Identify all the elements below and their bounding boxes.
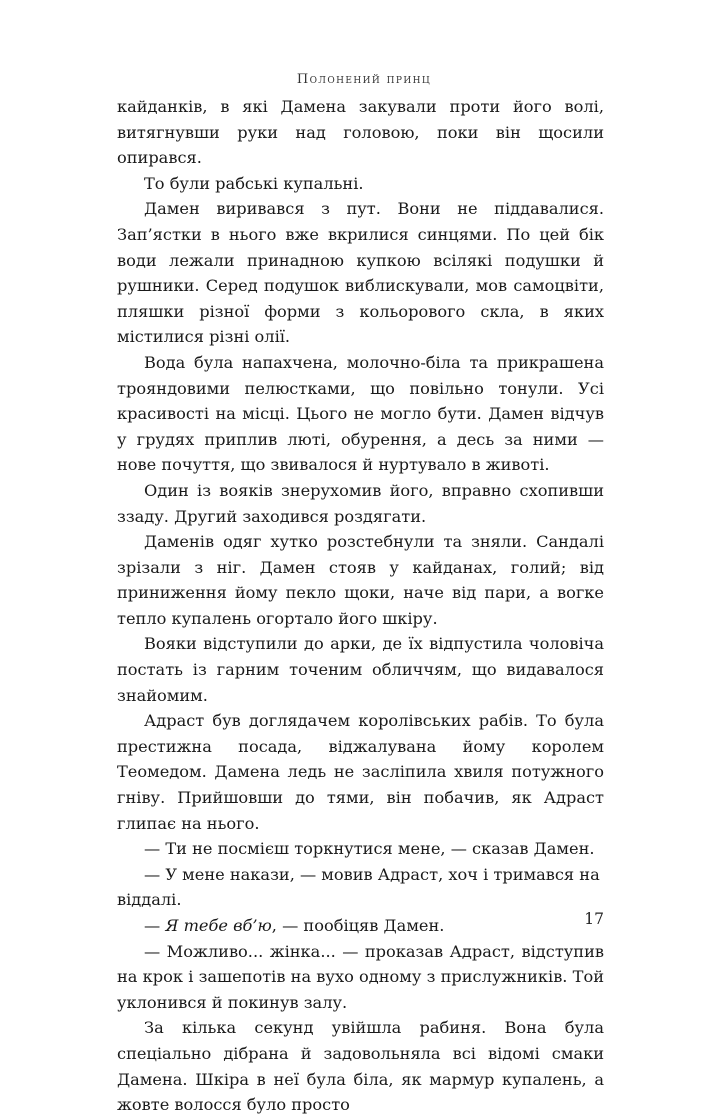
paragraph: Один із вояків знерухомив його, вправно схопивши ззаду. Другий заходився роздягати. [117,480,604,526]
paragraph: Вояки відступили до арки, де їх відпустила чоловіча постать із гарним точеним обличчям, що видавалося знайомим. [117,634,604,705]
emphasized-phrase: Я тебе вб’ю [165,916,272,935]
paragraph: кайданків, в які Дамена закували проти його волі, витягнувши руки над головою, поки він щосили опирався. [117,97,604,168]
paragraph: То були рабські купальні. [144,173,364,193]
paragraph: Адраст був доглядачем королівських рабів. То була престижна посада, віджалувана йому королем Теомедом. Дамена ледь не засліпила хвиля потужного гніву. Прийшовши до тями, він побачив, як Адраст глипає на нього. [117,711,604,833]
running-head: Полонений принц [296,72,432,87]
paragraph: Дамен виривався з пут. Вони не піддавалися. Зап’ястки в нього вже вкрилися синцями. По цей бік води лежали принадною купкою всілякі подушки й рушники. Серед подушок виблискували, мов самоцвіти, пляшки різної форми з кольорового скла, в яких містилися різні олії. [117,199,604,347]
paragraph: За кілька секунд увійшла рабиня. Вона була спеціально дібрана й задовольняла всі відомі смаки Дамена. Шкіра в неї була біла, як мармур купалень, а жовте волосся було просто [117,1018,604,1115]
dialogue-line: — Ти не посмієш торкнутися мене, — сказав Дамен. [144,839,595,859]
dialogue-line-emphasis: — Я тебе вб’ю, — пообіцяв Дамен. [144,916,445,935]
dialogue-line: — У мене накази, — мовив Адраст, хоч і тримався на віддалі. [117,864,600,910]
body-text [117,94,604,1118]
dialogue-line: — Можливо... жінка... — проказав Адраст, відступив на крок і зашепотів на вухо одному з прислужників. Той уклонився й покинув залу. [117,941,604,1012]
paragraph: Даменів одяг хутко розстебнули та зняли. Сандалі зрізали з ніг. Дамен стояв у кайданах, голий; від приниження йому пекло щоки, наче від пари, а вогке тепло купалень огортало його шкіру. [117,532,604,628]
page-number: 17 [584,910,604,928]
paragraph: Вода була напахчена, молочно-біла та прикрашена трояндовими пелюстками, що повільно тонули. Усі красивості на місці. Цього не могло бути. Дамен відчув у грудях приплив люті, обурення, а десь за ними — нове почуття, що звивалося й нуртувало в животі. [117,352,604,475]
